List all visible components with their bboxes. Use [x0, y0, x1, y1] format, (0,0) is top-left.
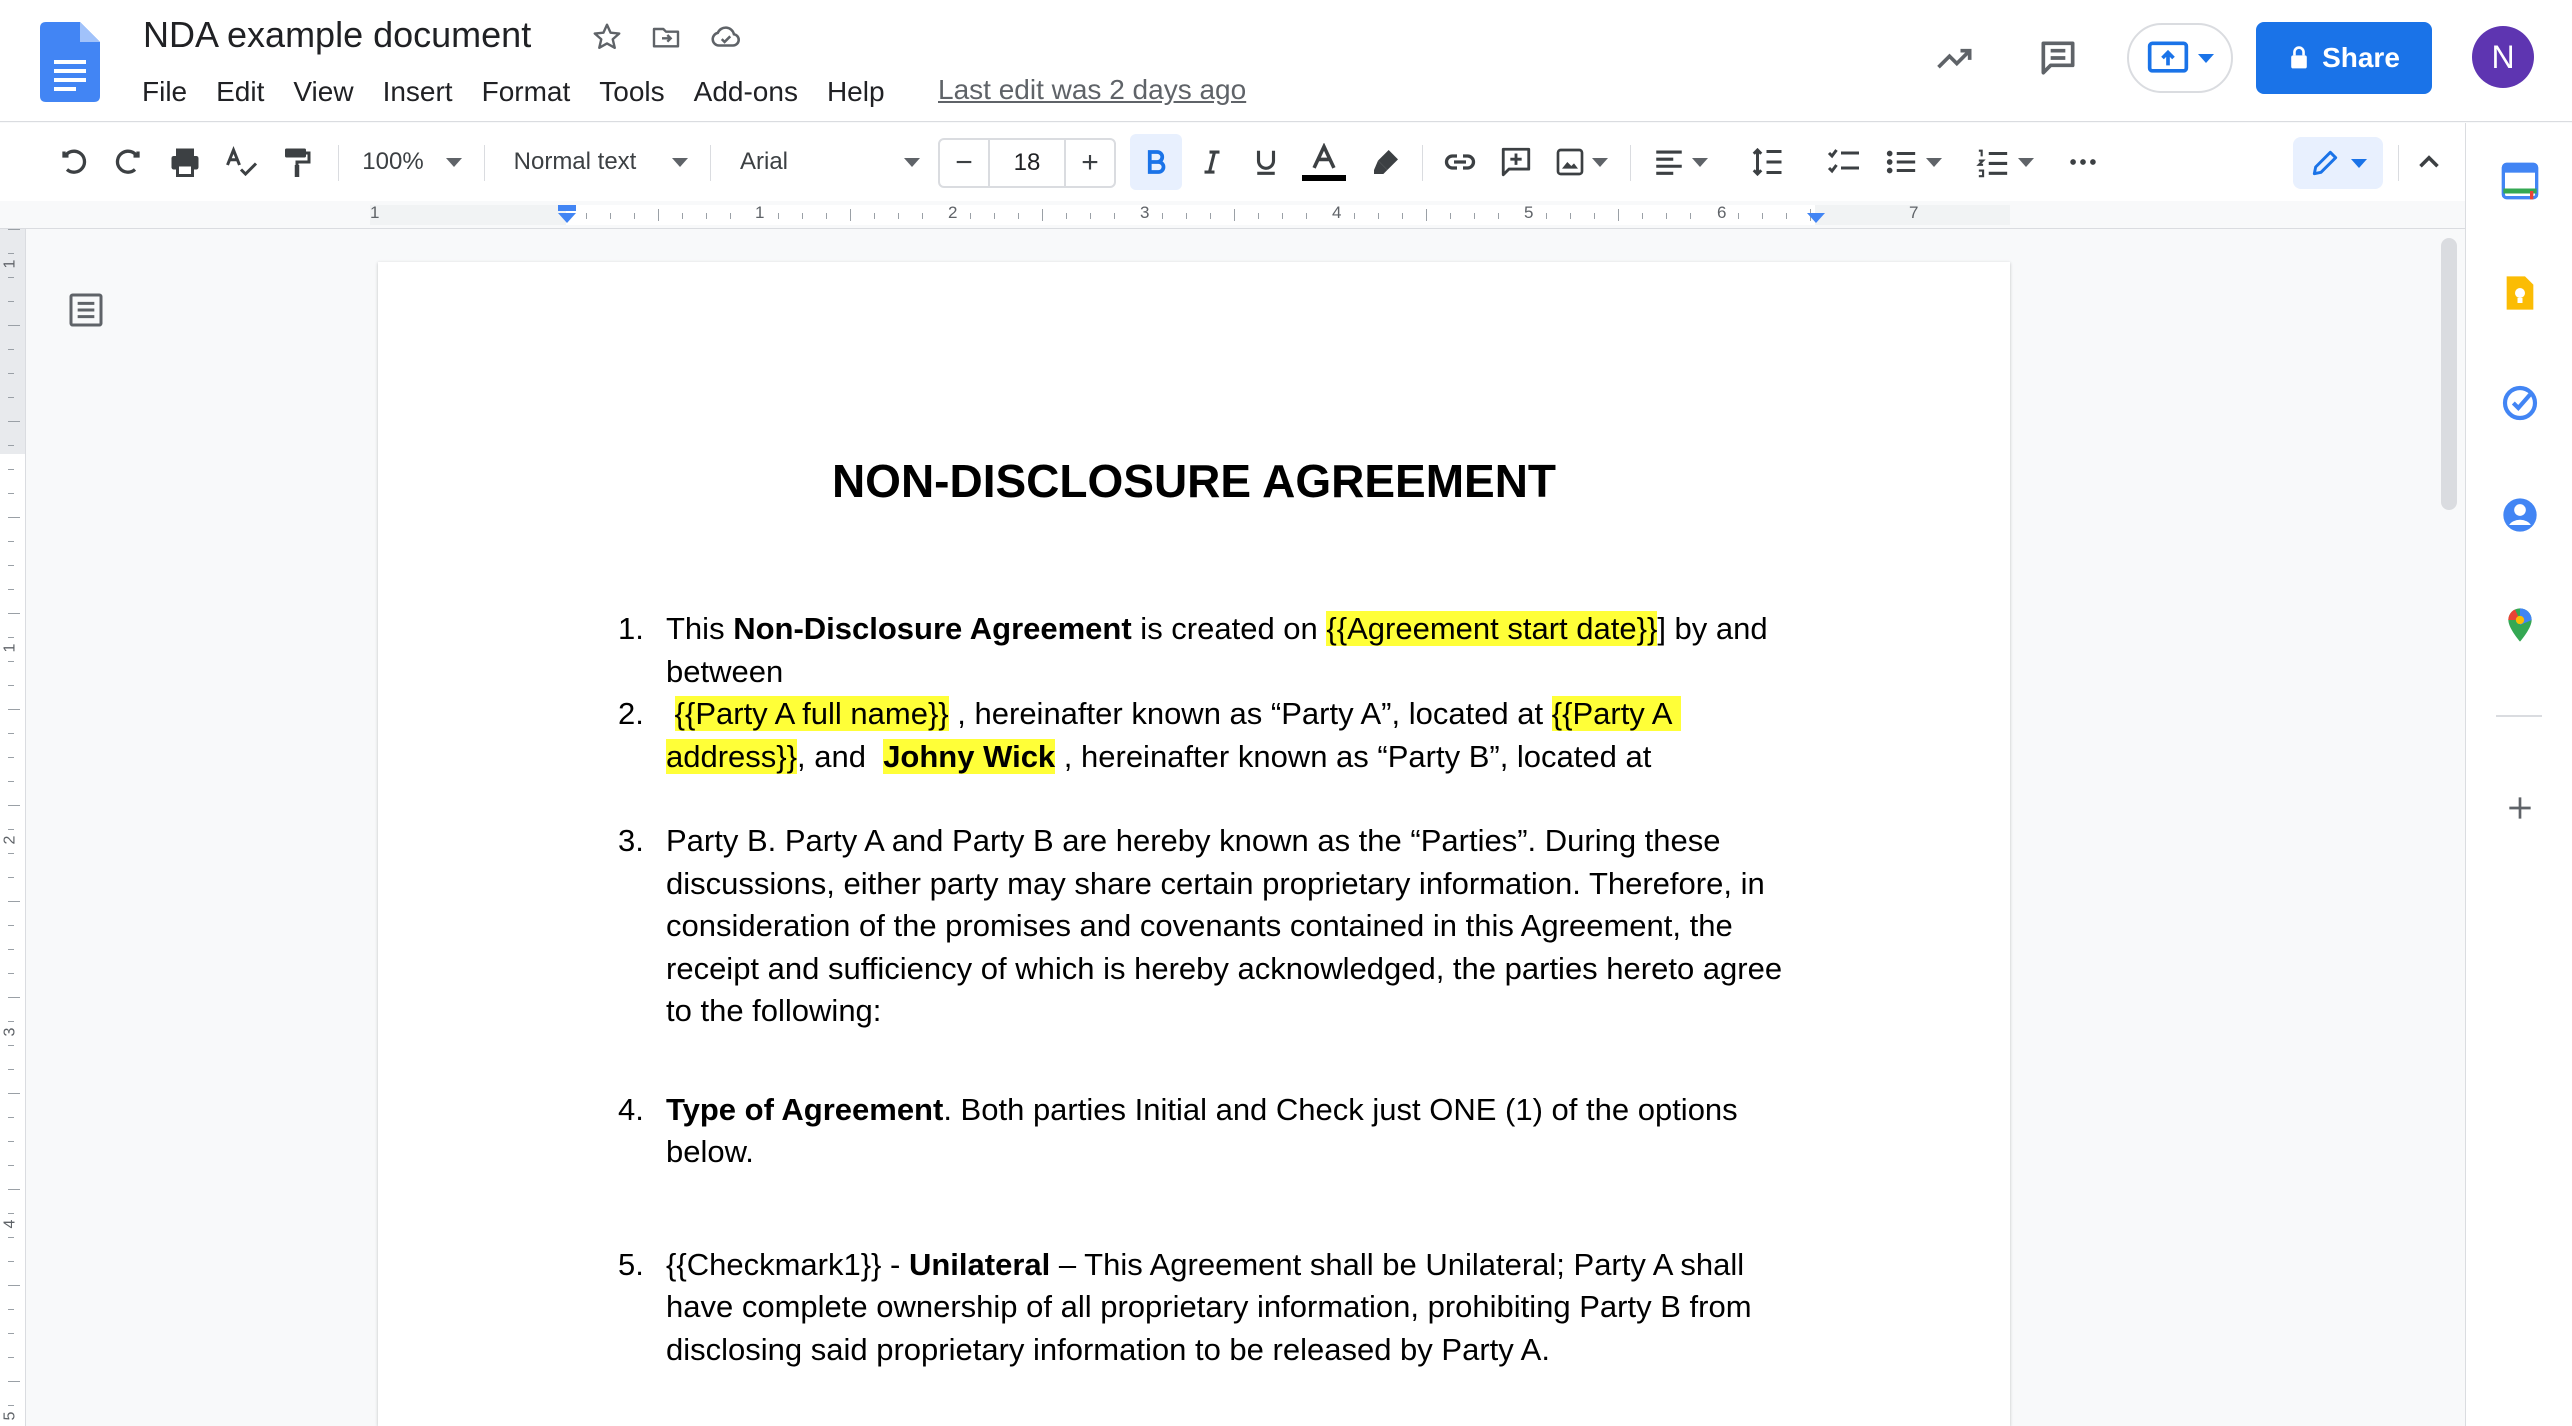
ruler-tick [8, 541, 14, 542]
ruler-tick [8, 1093, 20, 1094]
ruler-number: 4 [1332, 203, 1342, 222]
toolbar-divider [1422, 145, 1423, 181]
ruler-tick [1378, 213, 1379, 219]
ruler-number: 2 [1, 835, 19, 845]
ruler-tick [1426, 209, 1427, 221]
numbered-list-icon [1976, 145, 2010, 179]
list-text: ] by and between [666, 611, 1777, 689]
menu-add-ons[interactable]: Add-ons [693, 76, 798, 107]
list-text: , hereinafter known as “Party B”, located at [1055, 738, 1652, 774]
ruler-tick [8, 1141, 14, 1142]
ruler-tick [1570, 213, 1571, 219]
calendar-icon[interactable] [2498, 159, 2542, 203]
bold-icon [1141, 147, 1171, 177]
list-number: 5. [618, 1246, 644, 1282]
bulleted-list-button[interactable] [1876, 134, 1950, 190]
ruler-tick [8, 709, 20, 710]
toolbar-divider [1630, 145, 1631, 181]
spellcheck-icon[interactable] [216, 134, 266, 190]
document-outline-icon[interactable] [66, 290, 106, 330]
list-item [618, 820, 1791, 1033]
ruler-tick [610, 213, 611, 219]
ruler-tick [8, 325, 20, 326]
ruler-tick [8, 1021, 14, 1022]
indent-marker-icon[interactable] [555, 203, 579, 227]
chevron-down-icon [446, 158, 462, 167]
menu-help[interactable]: Help [826, 76, 885, 107]
image-icon [1554, 146, 1586, 178]
ruler-tick [8, 301, 14, 302]
ruler-tick [8, 565, 14, 566]
ruler-number: 3 [1140, 203, 1150, 222]
ruler-tick [8, 661, 14, 662]
ruler-number: 1 [370, 203, 380, 222]
ruler-tick [8, 829, 14, 830]
ruler-tick [970, 213, 971, 219]
chevron-down-icon [904, 158, 920, 167]
ruler-tick [8, 1069, 14, 1070]
menu-tools[interactable]: Tools [599, 76, 665, 107]
text-color-icon [1307, 143, 1341, 173]
menu-insert[interactable]: Insert [382, 76, 453, 107]
ruler-tick [1786, 213, 1787, 219]
ruler-tick [8, 277, 14, 278]
document-page[interactable] [378, 262, 2010, 1426]
ruler-tick [586, 213, 587, 219]
ruler-tick [658, 209, 659, 221]
ruler-tick [1306, 213, 1307, 219]
checklist-button[interactable] [1818, 134, 1870, 190]
list-number: 1. [618, 611, 644, 646]
numbered-list-button[interactable] [1968, 134, 2042, 190]
menu-edit[interactable]: Edit [216, 76, 265, 107]
ruler-number: 4 [1, 1219, 19, 1229]
ruler-tick [898, 213, 899, 219]
ruler-tick [8, 997, 20, 998]
ruler-tick [8, 493, 14, 494]
ruler-tick [8, 781, 14, 782]
ruler-tick [1090, 213, 1091, 219]
right-indent-marker-icon[interactable] [1804, 203, 1828, 227]
add-addon-icon[interactable] [2498, 786, 2542, 830]
ruler-number: 2 [948, 203, 958, 222]
list-number: 2. [618, 696, 644, 731]
ruler-tick [8, 421, 20, 422]
ruler-tick [1066, 213, 1067, 219]
italic-icon [1197, 147, 1227, 177]
highlighted-text: {{Party A address}} [666, 696, 1682, 774]
highlight-color-button[interactable] [1360, 134, 1412, 190]
italic-button[interactable] [1186, 134, 1238, 190]
ruler-number: 1 [755, 203, 765, 222]
list-text [666, 696, 675, 731]
ruler-tick [1450, 213, 1451, 219]
menu-format[interactable]: Format [481, 76, 571, 107]
more-options-icon[interactable] [2058, 134, 2108, 190]
ruler-tick [8, 901, 20, 902]
link-icon [1442, 144, 1478, 180]
ruler-number: 7 [1909, 203, 1919, 222]
ruler-tick [778, 213, 779, 219]
tasks-icon[interactable] [2498, 381, 2542, 425]
pencil-icon [2309, 147, 2341, 179]
add-comment-button[interactable] [1490, 134, 1542, 190]
ruler-tick [682, 213, 683, 219]
ruler-tick [1690, 213, 1691, 219]
add-comment-icon [1499, 145, 1533, 179]
ruler-tick [1018, 213, 1019, 219]
ruler-tick [1618, 209, 1619, 221]
ruler-tick [8, 949, 14, 950]
print-icon[interactable] [160, 134, 210, 190]
paragraph-style-select[interactable] [506, 134, 696, 190]
list-text: Party B. Party A and Party B are hereby known as the “Parties”. During these discussions, either party may share certain proprietary information. Therefore, in consideration of the promises and covenants contained in this Agreement, the receipt and sufficiency of which is hereby acknowledged, the parties hereto agree to the following: [666, 823, 1791, 1028]
list-text: Non-Disclosure Agreement [733, 611, 1132, 646]
ruler-tick [8, 1117, 14, 1118]
list-text: , hereinafter known as “Party A”, located at [948, 696, 1552, 731]
align-left-icon [1652, 145, 1686, 179]
ruler-tick [730, 213, 731, 219]
ruler-number: 1 [1, 259, 19, 269]
chevron-down-icon [1692, 158, 1708, 167]
ruler-track [370, 205, 2010, 225]
chevron-down-icon [2018, 158, 2034, 167]
ruler-tick [8, 1045, 14, 1046]
menu-bar [142, 72, 914, 112]
list-text: Unilateral [908, 1246, 1051, 1282]
highlighted-text: {{Party A full name}} [674, 696, 949, 731]
line-spacing-button[interactable] [1742, 134, 1794, 190]
ruler-tick [8, 253, 14, 254]
bulleted-list-icon [1884, 145, 1918, 179]
account-avatar[interactable]: N [2472, 26, 2534, 88]
ruler-tick [8, 853, 14, 854]
side-panel [2465, 123, 2572, 1426]
insert-image-button[interactable] [1546, 134, 1616, 190]
list-item [618, 1089, 1788, 1174]
ruler-tick [8, 373, 14, 374]
ruler-tick [634, 213, 635, 219]
keep-icon[interactable] [2498, 271, 2542, 315]
ruler-tick [8, 1285, 20, 1286]
ruler-tick [1162, 213, 1163, 219]
horizontal-ruler[interactable] [0, 201, 2465, 229]
ruler-tick [1042, 209, 1043, 221]
ruler-tick [8, 517, 20, 518]
present-button[interactable] [2127, 23, 2233, 93]
text-color-button[interactable] [1296, 134, 1352, 190]
ruler-tick [8, 757, 14, 758]
toolbar-divider [710, 145, 711, 181]
list-text: , and [797, 738, 884, 774]
chevron-down-icon [2351, 159, 2367, 168]
ruler-tick [8, 973, 14, 974]
checklist-icon [1826, 144, 1862, 180]
ruler-tick [8, 229, 20, 230]
contacts-icon[interactable] [2498, 493, 2542, 537]
editing-mode-button[interactable] [2293, 137, 2383, 189]
cloud-saved-icon[interactable] [707, 18, 745, 56]
ruler-tick [8, 469, 14, 470]
ruler-tick [1114, 213, 1115, 219]
ruler-tick [8, 733, 14, 734]
ruler-tick [8, 1261, 14, 1262]
ruler-tick [1498, 213, 1499, 219]
bold-button[interactable] [1130, 134, 1182, 190]
undo-icon[interactable] [48, 134, 98, 190]
decrease-font-size-button[interactable]: − [955, 146, 973, 179]
docs-logo-icon[interactable] [40, 22, 100, 102]
ruler-tick [1546, 213, 1547, 219]
underline-button[interactable] [1240, 134, 1292, 190]
ruler-tick [8, 1333, 14, 1334]
ruler-tick [994, 213, 995, 219]
toolbar-divider [484, 145, 485, 181]
vertical-ruler[interactable] [0, 229, 26, 1426]
ruler-tick [8, 589, 14, 590]
last-edit-link[interactable]: Last edit was 2 days ago [938, 74, 1247, 105]
ruler-tick [874, 213, 875, 219]
chevron-down-icon [1592, 158, 1608, 167]
star-icon[interactable] [588, 18, 626, 56]
collapse-menus-icon[interactable] [2404, 134, 2454, 190]
ruler-tick [8, 1357, 14, 1358]
highlighter-icon [1370, 146, 1402, 178]
menu-file[interactable]: File [142, 76, 188, 107]
ruler-tick [8, 1405, 14, 1406]
share-button[interactable] [2256, 22, 2432, 94]
highlighted-text: {{Agreement start date}} [1326, 611, 1658, 646]
ruler-tick [8, 445, 14, 446]
header [0, 0, 2572, 122]
chevron-down-icon [2198, 54, 2214, 63]
document-title[interactable]: NDA example document [143, 14, 532, 55]
toolbar [0, 123, 2465, 201]
list-item [618, 608, 1788, 693]
ruler-tick [1354, 213, 1355, 219]
text-color-swatch [1302, 175, 1346, 181]
maps-icon[interactable] [2498, 603, 2542, 647]
ruler-tick [1642, 213, 1643, 219]
ruler-tick [802, 213, 803, 219]
ruler-number: 6 [1717, 203, 1727, 222]
insert-link-button[interactable] [1434, 134, 1486, 190]
list-number: 4. [618, 1091, 644, 1127]
ruler-tick [8, 1309, 14, 1310]
ruler-tick [1402, 213, 1403, 219]
ruler-tick [1234, 209, 1235, 221]
font-family-value: Arial [740, 148, 789, 175]
ruler-tick [8, 877, 14, 878]
underline-icon [1251, 147, 1281, 177]
ruler-number: 5 [1, 1411, 19, 1421]
ruler-left-margin [370, 205, 566, 225]
share-label: Share [2322, 42, 2400, 73]
ruler-tick [922, 213, 923, 219]
ruler-tick [8, 613, 20, 614]
line-spacing-icon [1750, 144, 1786, 180]
increase-font-size-button[interactable]: + [1081, 146, 1099, 179]
font-size-input[interactable]: 18 [988, 140, 1066, 186]
ruler-tick [1474, 213, 1475, 219]
chevron-down-icon [1926, 158, 1942, 167]
document-heading: NON-DISCLOSURE AGREEMENT [831, 455, 1557, 507]
ruler-tick [8, 805, 20, 806]
zoom-value: 100% [362, 148, 424, 175]
list-item [618, 693, 1788, 778]
ruler-tick [8, 397, 14, 398]
ruler-tick [1258, 213, 1259, 219]
ruler-tick [826, 213, 827, 219]
paint-format-icon[interactable] [272, 134, 322, 190]
lock-icon [2288, 45, 2310, 71]
ruler-tick [8, 685, 14, 686]
zoom-select[interactable] [352, 134, 472, 190]
ruler-tick [1762, 213, 1763, 219]
activity-dashboard-icon[interactable] [1930, 33, 1980, 83]
font-size-control [938, 138, 1116, 188]
side-panel-divider [2496, 715, 2542, 717]
ruler-tick [8, 349, 14, 350]
redo-icon[interactable] [104, 134, 154, 190]
toolbar-divider [2398, 145, 2399, 181]
list-text: is created on [1131, 611, 1327, 646]
move-to-folder-icon[interactable] [647, 18, 685, 56]
list-item [618, 1244, 1788, 1372]
list-text: This [666, 611, 734, 646]
ruler-tick [1738, 213, 1739, 219]
font-family-select[interactable] [736, 134, 924, 190]
align-select[interactable] [1644, 134, 1716, 190]
ruler-number: 3 [1, 1027, 19, 1037]
ruler-number: 1 [1, 643, 19, 653]
ruler-tick [850, 209, 851, 221]
ruler-tick [1666, 213, 1667, 219]
list-text: Type of Agreement [666, 1091, 944, 1127]
ruler-number: 5 [1524, 203, 1534, 222]
ruler-tick [8, 1237, 14, 1238]
highlighted-text: Johny Wick [883, 738, 1056, 774]
list-text: – This Agreement shall be Unilateral; Party A shall have complete ownership of all proprietary information, prohibiting Party B from disclosing said proprietary information to be released by Party A. [666, 1246, 1761, 1367]
paragraph-style-value: Normal text [513, 148, 637, 175]
chevron-down-icon [672, 158, 688, 167]
ruler-tick [706, 213, 707, 219]
ruler-tick [1282, 213, 1283, 219]
list-text: . Both parties Initial and Check just ONE (1) of the options below. [666, 1091, 1747, 1169]
ruler-tick [8, 1165, 14, 1166]
ruler-tick [1210, 213, 1211, 219]
ruler-tick [1186, 213, 1187, 219]
ruler-tick [8, 925, 14, 926]
toolbar-divider [338, 145, 339, 181]
ruler-tick [8, 1189, 20, 1190]
ruler-tick [8, 1213, 14, 1214]
ruler-tick [8, 1381, 20, 1382]
ruler-tick [1594, 213, 1595, 219]
comment-history-icon[interactable] [2033, 33, 2083, 83]
present-icon [2146, 39, 2190, 77]
list-text: {{Checkmark1}} - [666, 1246, 909, 1282]
ruler-tick [8, 637, 14, 638]
list-number: 3. [618, 823, 644, 858]
numbered-list [618, 608, 1791, 1371]
menu-view[interactable]: View [293, 76, 354, 107]
vertical-scrollbar[interactable] [2441, 238, 2457, 510]
